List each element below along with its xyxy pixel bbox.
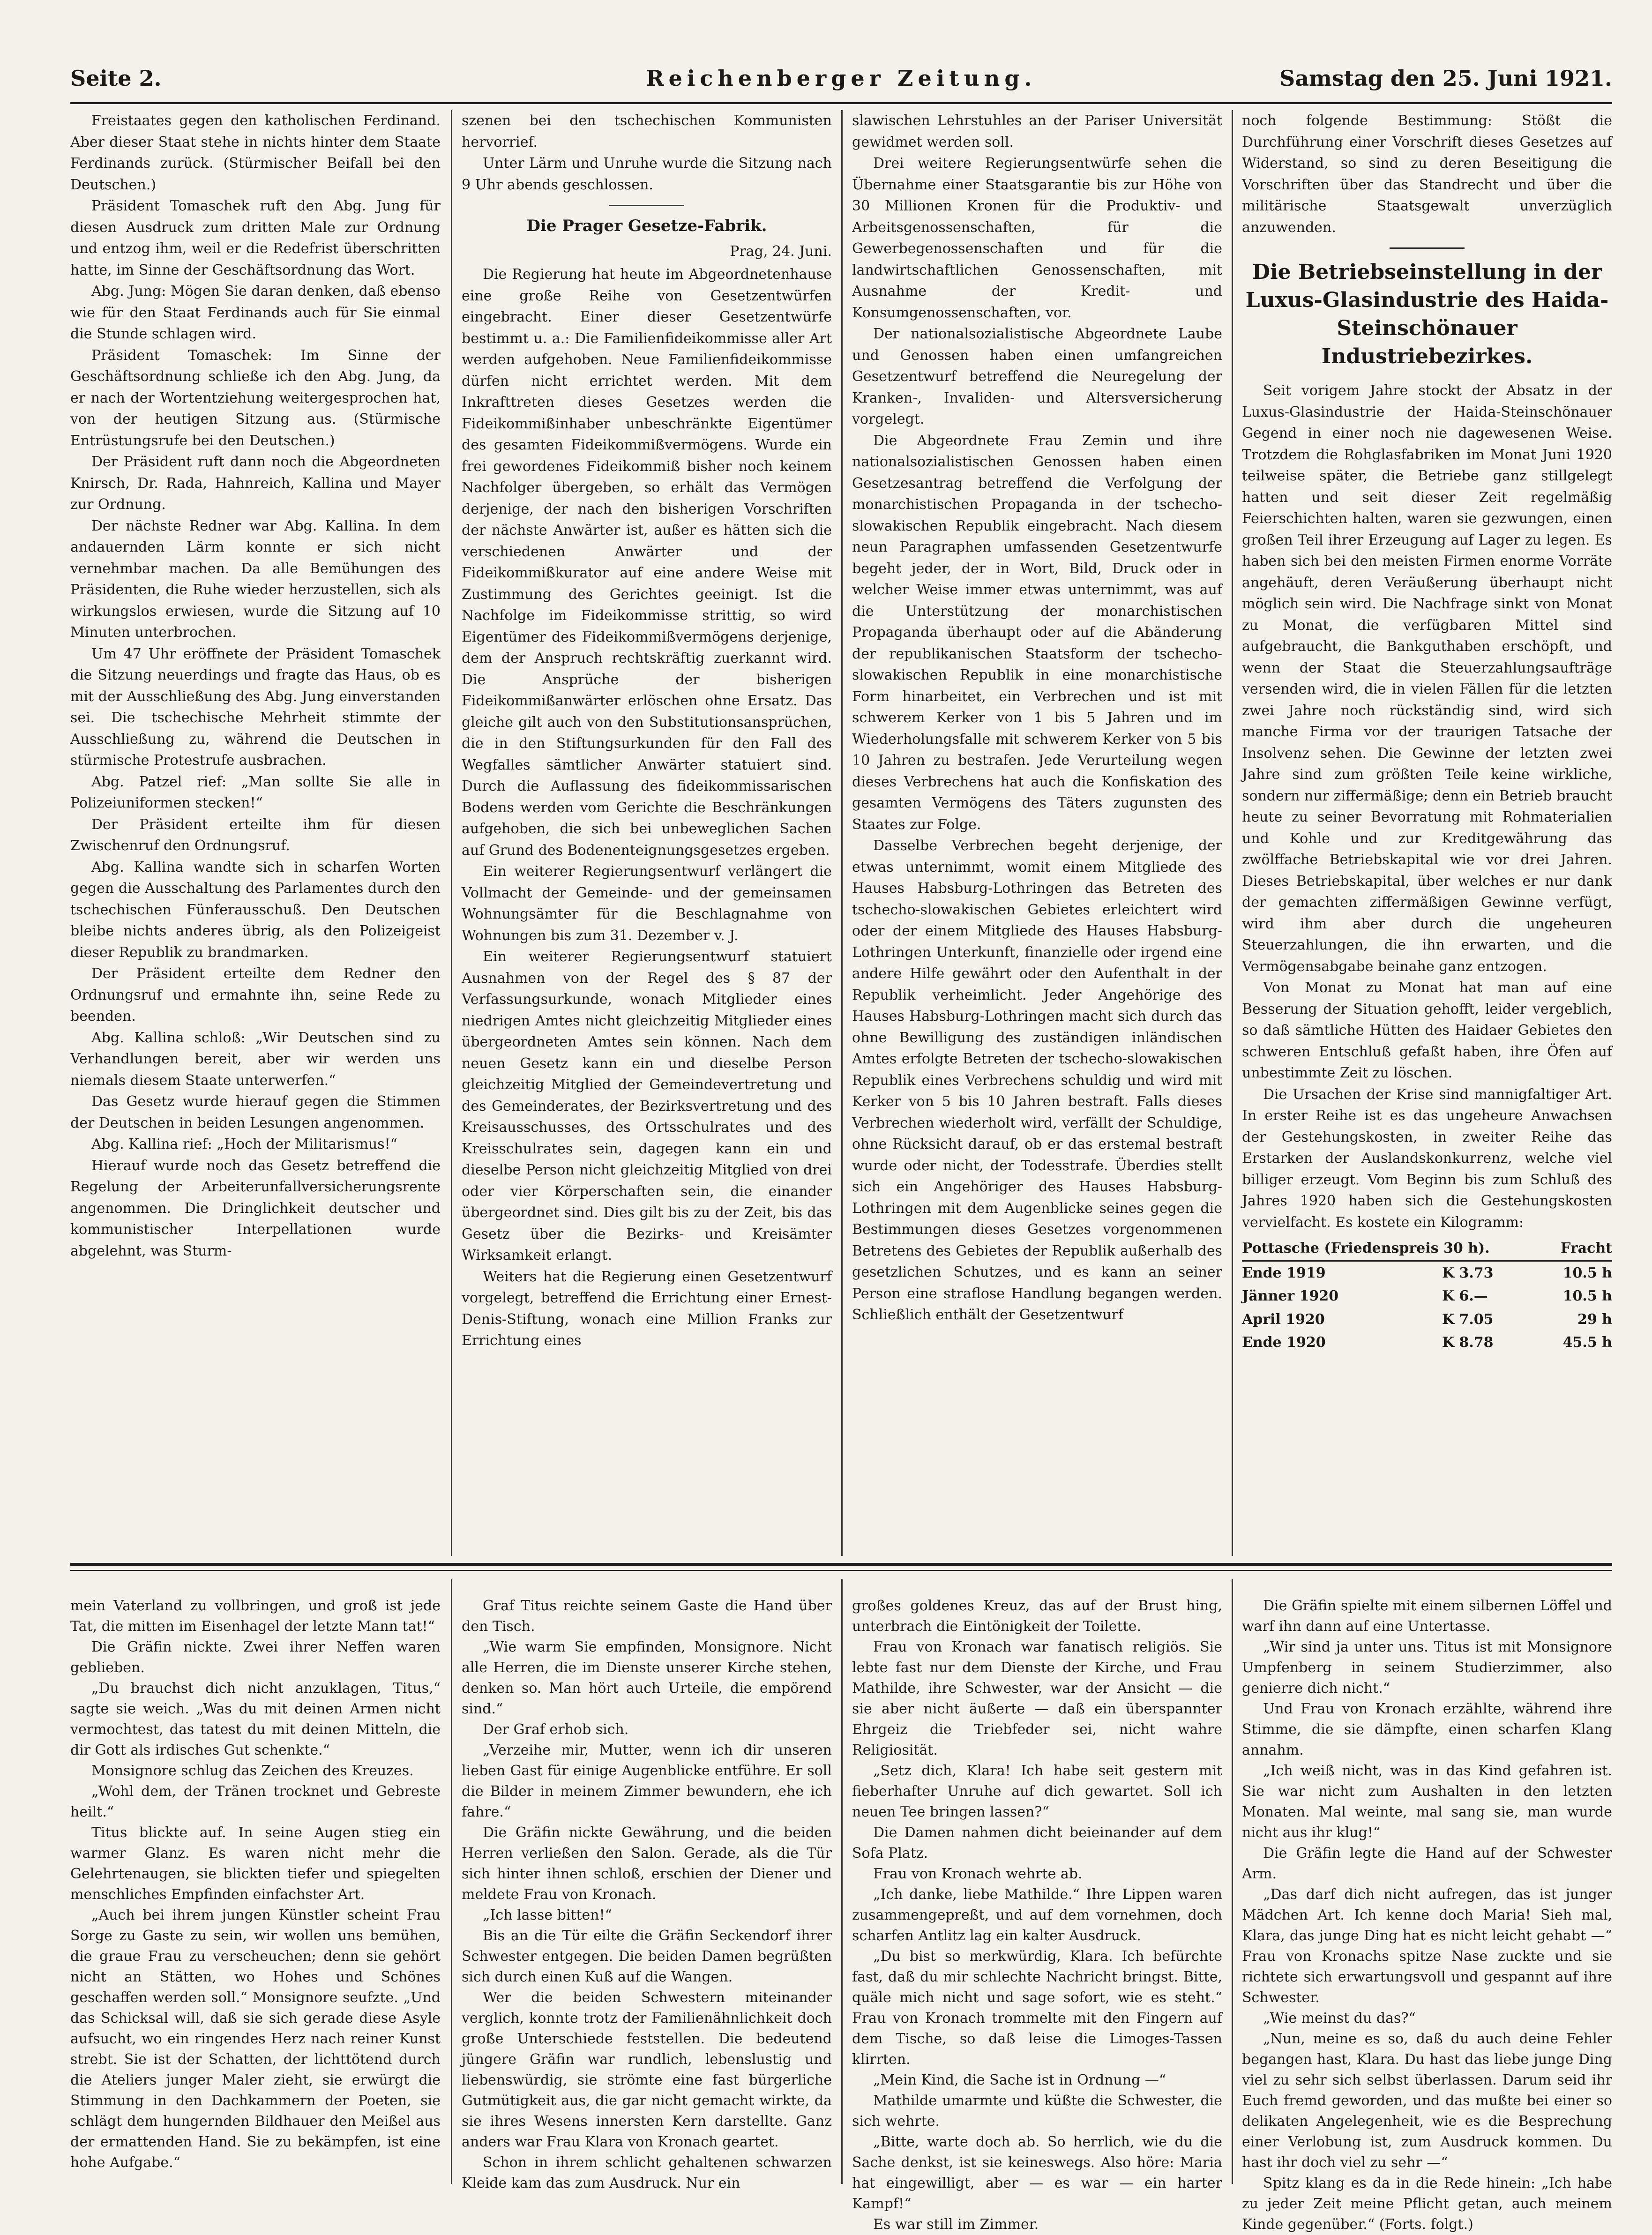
table-cell-fracht: 29 h xyxy=(1577,1311,1612,1328)
paragraph: Die Gräfin legte die Hand auf der Schwester Arm. xyxy=(1242,1845,1612,1882)
paragraph: Spitz klang es da in die Rede hinein: „Ich habe zu jeder Zeit meine Pflicht getan, auch meinem Kinde gegenüber.“ (Forts. folgt.) xyxy=(1242,2175,1612,2233)
column-rule xyxy=(451,1579,452,2184)
paragraph: Titus blickte auf. In seine Augen stieg ein warmer Glanz. Es waren nicht mehr die Gelehrtenaugen, sie blickten tiefer und spiegelten menschliches Empfinden einfachster Art. xyxy=(70,1824,441,1903)
article-heading: Die Prager Gesetze-Fabrik. xyxy=(526,217,767,235)
paragraph: Die Abgeordnete Frau Zemin und ihre nationalsozialistischen Genossen haben einen Gesetzesantrag betreffend die Verfolgung der monarchistischen Propaganda in der tschecho-slowakischen Republik eingebracht. Nach diesem neun Paragraphen umfassenden Gesetzentwurfe begeht jeder, der in Wort, Bild, Druck oder in welcher Weise immer etwas unternimmt, was auf die Unterstützung der monarchistischen Propaganda überhaupt oder auf die Abänderung der republikanischen Staatsform der tschecho-slowakischen Republik in eine monarchistische Form hinarbeitet, ein Verbrechen und ist mit schwerem Kerker von 1 bis 5 Jahren und im Wiederholungsfalle mit schwerem Kerker von 5 bis 10 Jahren zu bestrafen. Jede Verurteilung wegen dieses Verbrechens hat auch die Konfiskation des gesamten Vermögens des Täters zugunsten des Staates zur Folge. xyxy=(852,432,1222,833)
page-label: Seite 2. xyxy=(70,66,162,91)
paragraph: Freistaates gegen den katholischen Ferdinand. Aber dieser Staat stehe in nichts hinter dem Staate Ferdinands zurück. (Stürmischer Beifall bei den Deutschen.) xyxy=(70,112,441,193)
paragraph: Dasselbe Verbrechen begeht derjenige, der etwas unternimmt, womit einem Mitgliede des Hauses Habsburg-Lothringen das Betreten des tschecho-slowakischen Gebietes erleichtert wird oder der einem Mitgliede des Hauses Habsburg-Lothringen Unterkunft, finanzielle oder irgend eine andere Hilfe gewährt oder den Aufenthalt in der Republik verheimlicht. Jeder Angehörige des Hauses Habsburg-Lothringen macht sich durch das ohne Bewilligung des zuständigen inländischen Amtes erfolgte Betreten der tschecho-slowakischen Republik eines Verbrechens schuldig und wird mit Kerker von 5 bis 10 Jahren bestraft. Falls dieses Verbrechen wiederholt wird, verfällt der Schuldige, ohne Rücksicht darauf, ob er das erstemal bestraft wurde oder nicht, der Todesstrafe. Überdies stellt sich ein Angehöriger des Hauses Habsburg-Lothringen mit dem Augenblicke seines gegen die Bestimmungen dieses Gesetzes vorgenommenen Betretens des Gebietes der Republik außerhalb des gesetzlichen Schutzes, und es kann an seiner Person eine straflose Handlung begangen werden. Schließlich enthält der Gesetzentwurf xyxy=(852,837,1222,1323)
masthead: Reichenberger Zeitung. xyxy=(646,66,1037,91)
column-rule xyxy=(451,110,452,1556)
column-rule xyxy=(1232,1579,1233,2184)
serial-column-3 xyxy=(852,1596,1222,2233)
paragraph: Drei weitere Regierungsentwürfe sehen die Übernahme einer Staatsgarantie bis zur Höhe von 30 Millionen Kronen für die Produktiv- und Arbeitsgenossenschaften, für die Gewerbegenossenschaften und für die landwirtschaftlichen Genossenschaften, mit Ausnahme der Kredit- und Konsumgenossenschaften, vor. xyxy=(852,155,1222,321)
header-rule xyxy=(70,102,1612,104)
paragraph: Hierauf wurde noch das Gesetz betreffend die Regelung der Arbeiterunfallversicherungsrente angenommen. Die Dringlichkeit deutscher und kommunistischer Interpellationen wurde abgelehnt, was Sturm- xyxy=(70,1157,441,1259)
paragraph: Die Regierung hat heute im Abgeordnetenhause eine große Reihe von Gesetzentwürfen eingebracht. Einer dieser Gesetzentwürfe bestimmt u. a.: Die Familienfideikommisse aller Art werden aufgehoben. Neue Familienfideikommisse dürfen nicht errichtet werden. Mit dem Inkrafttreten dieses Gesetzes werden die Fideikommißinhaber unbeschränkte Eigentümer des gesamten Fideikommißvermögens. Wurde ein frei gewordenes Fideikommiß bisher noch keinem Nachfolger übergeben, so erhält das Vermögen derjenige, der nach den bisherigen Vorschriften der nächste Anwärter ist, außer es hätten sich die verschiedenen Anwärter und der Fideikommißkurator auf eine andere Weise mit Zustimmung des Gerichtes geeinigt. Ist die Nachfolge im Fideikommisse strittig, so wird Eigentümer des Fideikommißvermögens derjenige, dem der Anspruch rechtskräftig zuerkannt wird. Die Ansprüche der bisherigen Fideikommißanwärter erlöschen ohne Ersatz. Das gleiche gilt auch von den Substitutionsansprüchen, die in den Stiftungsurkunden für den Fall des Wegfalles sämtlicher Anwärter statuiert sind. Durch die Auflassung des fideikommissarischen Bodens werden vom Gerichte die Beschränkungen aufgehoben, die sich bei unbeweglichen Sachen auf Grund des Bodenenteignungsgesetzes ergeben. xyxy=(462,266,832,859)
paragraph: „Du bist so merkwürdig, Klara. Ich befürchte fast, daß du mir schlechte Nachricht bringst. Bitte, quäle mich nicht und sage sofort, wie es steht.“ Frau von Kronach trommelte mit den Fingern auf dem Tische, so daß leise die Limoges-Tassen klirrten. xyxy=(852,1948,1222,2068)
paragraph: Die Gräfin nickte Gewährung, und die beiden Herren verließen den Salon. Gerade, als die Tür sich hinter ihnen schloß, erschien der Diener und meldete Frau von Kronach. xyxy=(462,1824,832,1903)
paragraph: Um 47 Uhr eröffnete der Präsident Tomaschek die Sitzung neuerdings und fragte das Haus, ob es mit der Ausschließung des Abg. Jung einverstanden sei. Die tschechische Mehrheit stimmte der Ausschließung zu, während die Deutschen in stürmische Protestrufe ausbrachen. xyxy=(70,645,441,769)
paragraph: Seit vorigem Jahre stockt der Absatz in der Luxus-Glasindustrie der Haida-Steinschönauer Gegend in einer noch nie dagewesenen Weise. Trotzdem die Rohglasfabriken im Monat Juni 1920 teilweise später, die Betriebe ganz stillgelegt hatten und seit dieser Zeit regelmäßig Feierschichten halten, waren sie gezwungen, einen großen Teil ihrer Erzeugung auf Lager zu legen. Es haben sich bei den meisten Firmen enorme Vorräte angehäuft, deren Veräußerung überhaupt nicht möglich sein wird. Die Nachfrage sinkt von Monat zu Monat, die verfügbaren Mittel sind aufgebraucht, die Bankguthaben erschöpft, und wenn der Staat die Steuerzahlungsaufträge versenden wird, die in vielen Fällen für die letzten zwei Jahre noch rückständig sind, wird sich manche Firma vor der traurigen Tatsache der Insolvenz sehen. Die Gewinne der letzten zwei Jahre sind zum größten Teile keine wirkliche, sondern nur ziffermäßige; denn ein Betrieb braucht heute zu seiner Bevorratung mit Rohmaterialien und Kohle und zur Kreditgewährung das zwölffache Betriebskapital wie vor drei Jahren. Dieses Betriebskapital, über welches er nur dank der gemachten ziffermäßigen Gewinne verfügt, wird ihm aber durch die ungeheuren Steuerzahlungen, die ihn erwarten, und die Vermögensabgabe beinahe ganz entzogen. xyxy=(1242,382,1612,975)
paragraph: Die Gräfin nickte. Zwei ihrer Neffen waren geblieben. xyxy=(70,1639,441,1676)
page-header xyxy=(70,52,1612,98)
feuilleton-rule xyxy=(70,1570,1612,1571)
paragraph: Weiters hat die Regierung einen Gesetzentwurf vorgelegt, betreffend die Errichtung einer Ernest-Denis-Stiftung, wonach eine Million Franks zur Errichtung eines xyxy=(462,1268,832,1349)
serial-column-1 xyxy=(70,1596,441,2177)
paragraph: Der Graf erhob sich. xyxy=(483,1721,629,1738)
table-cell-fracht: 10.5 h xyxy=(1562,1264,1612,1281)
paragraph: Frau von Kronach wehrte ab. xyxy=(873,1866,1083,1882)
paragraph: „Ich danke, liebe Mathilde.“ Ihre Lippen waren zusammengepreßt, und auf dem vornehmen, doch scharfen Antlitz lag ein kalter Ausdruck. xyxy=(852,1886,1222,1944)
newspaper-page xyxy=(70,52,1612,2233)
serial-column-2 xyxy=(462,1596,832,2191)
table-cell-fracht: 45.5 h xyxy=(1562,1334,1612,1351)
article-column-4 xyxy=(1242,110,1612,1549)
paragraph: Präsident Tomaschek: Im Sinne der Geschäftsordnung schließe ich den Abg. Jung, da er nach der Wortentziehung weitergesprochen hat, von der heutigen Sitzung aus. (Stürmische Entrüstungsrufe bei den Deutschen.) xyxy=(70,347,441,449)
paragraph: Das Gesetz wurde hierauf gegen die Stimmen der Deutschen in beiden Lesungen angenommen. xyxy=(70,1093,441,1131)
paragraph: Der Präsident erteilte dem Redner den Ordnungsruf und ermahnte ihn, seine Rede zu beenden. xyxy=(70,965,441,1024)
paragraph: Bis an die Tür eilte die Gräfin Seckendorf ihrer Schwester entgegen. Die beiden Damen begrüßten sich durch einen Kuß auf die Wangen. xyxy=(462,1928,832,1985)
paragraph: Abg. Kallina wandte sich in scharfen Worten gegen die Ausschaltung des Parlamentes durch den tschechischen Fünferausschuß. Den Deutschen bleibe nichts anderes übrig, als den Polizeigeist dieser Republik zu brandmarken. xyxy=(70,859,441,961)
table-cell-price: K 7.05 xyxy=(1442,1311,1494,1328)
column-rule xyxy=(1232,110,1233,1556)
table-cell-price: K 3.73 xyxy=(1442,1264,1494,1281)
paragraph: „Nun, meine es so, daß du auch deine Fehler begangen hast, Klara. Du hast das liebe junge Ding viel zu sehr sich selbst überlassen. Darum seid ihr Euch fremd geworden, und das mußte bei einer so delikaten Angelegenheit, wie es die Besprechung einer Verlobung ist, zum Ausdruck kommen. Du hast ihr doch viel zu sehr —“ xyxy=(1242,2031,1612,2171)
paragraph: „Mein Kind, die Sache ist in Ordnung —“ xyxy=(873,2072,1166,2088)
price-table xyxy=(1242,1237,1612,1354)
paragraph: „Ich lasse bitten!“ xyxy=(483,1907,612,1923)
table-cell-price: K 6.— xyxy=(1442,1288,1488,1304)
table-cell-date: Ende 1920 xyxy=(1242,1334,1326,1351)
paragraph: Der Präsident ruft dann noch die Abgeordneten Knirsch, Dr. Rada, Hahnreich, Kallina und Mayer zur Ordnung. xyxy=(70,454,441,513)
paragraph: Präsident Tomaschek ruft den Abg. Jung für diesen Ausdruck zum dritten Male zur Ordnung und entzog ihm, weil er die Redefrist überschritten hatte, im Sinne der Geschäftsordnung das Wort. xyxy=(70,198,441,278)
paragraph: „Ich weiß nicht, was in das Kind gefahren ist. Sie war nicht zum Aushalten in den letzten Monaten. Mal weinte, mal sang sie, man wurde nicht aus ihr klug!“ xyxy=(1242,1763,1612,1841)
paragraph: slawischen Lehrstuhles an der Pariser Universität gewidmet werden soll. xyxy=(852,112,1222,150)
paragraph: noch folgende Bestimmung: Stößt die Durchführung einer Vorschrift dieses Gesetzes auf Widerstand, so sind zu deren Beseitigung die Vorschriften über das Standrecht und über die militärische Staatsgewalt unverzüglich anzuwenden. xyxy=(1242,112,1612,236)
paragraph: „Wie warm Sie empfinden, Monsignore. Nicht alle Herren, die im Dienste unserer Kirche stehen, denken so. Man hört auch Urteile, die empörend sind.“ xyxy=(462,1639,832,1717)
article-column-1 xyxy=(70,110,441,1549)
paragraph: Von Monat zu Monat hat man auf eine Besserung der Situation gehofft, leider vergeblich, so daß sämtliche Hütten des Haidaer Gebietes den schweren Entschluß gefaßt haben, ihre Öfen auf unbestimmte Zeit zu löschen. xyxy=(1242,979,1612,1081)
paragraph: Wer die beiden Schwestern miteinander verglich, konnte trotz der Familienähnlichkeit doch große Unterschiede feststellen. Die bedeutend jüngere Gräfin war rundlich, lebenslustig und liebenswürdig, sie strömte eine fast bürgerliche Gutmütigkeit aus, die gar nicht gemacht wirkte, da sie ihres Wesens innersten Kern darstellte. Ganz anders war Frau Klara von Kronach geartet. xyxy=(462,1989,832,2150)
paragraph: Der nationalsozialistische Abgeordnete Laube und Genossen haben einen umfangreichen Gesetzentwurf betreffend die Neuregelung der Kranken-, Invaliden- und Altersversicherung vorgelegt. xyxy=(852,326,1222,427)
paragraph: „Das darf dich nicht aufregen, das ist junger Mädchen Art. Ich kenne doch Maria! Sieh mal, Klara, das junge Ding hat es nicht leicht gehabt —“ Frau von Kronachs spitze Nase zuckte und sie richtete sich erwartungsvoll und gespannt auf ihre Schwester. xyxy=(1242,1886,1612,2006)
paragraph: Der nächste Redner war Abg. Kallina. In dem andauernden Lärm konnte er sich nicht vernehmbar machen. Da alle Bemühungen des Präsidenten, die Ruhe wieder herzustellen, sich als wirkungslos erwiesen, wurde die Sitzung auf 10 Minuten unterbrochen. xyxy=(70,517,441,641)
paragraph: Die Gräfin spielte mit einem silbernen Löffel und warf ihn dann auf eine Untertasse. xyxy=(1242,1598,1612,1635)
paragraph: Ein weiterer Regierungsentwurf verlängert die Vollmacht der Gemeinde- und der gemeinsamen Wohnungsämter für die Beschlagnahme von Wohnungen bis zum 31. Dezember v. J. xyxy=(462,863,832,944)
paragraph: „Auch bei ihrem jungen Künstler scheint Frau Sorge zu Gaste zu sein, wir wollen uns bemühen, die graue Frau zu verscheuchen; denn sie gehört nicht an Stätten, wo Hohes und Schönes geschaffen werden soll.“ Monsignore seufzte. „Und das Schicksal will, daß sie sich gerade diese Asyle aufsucht, wo ein ringendes Herz nach reiner Kunst strebt. Sie ist der Schatten, der lichttötend durch die Ateliers junger Maler zieht, sie erwürgt die Stimmung in den Dachkammern der Poeten, sie schlägt dem hungernden Bildhauer den Meißel aus der ermattenden Hand. Sie zu bekämpfen, ist eine hohe Aufgabe.“ xyxy=(70,1907,441,2171)
table-header-item: Pottasche (Friedenspreis 30 h). xyxy=(1242,1237,1548,1261)
table-cell-date: Jänner 1920 xyxy=(1242,1288,1339,1304)
paragraph: Abg. Kallina rief: „Hoch der Militarismus!“ xyxy=(91,1136,397,1152)
paragraph: Es war still im Zimmer. xyxy=(873,2216,1039,2233)
paragraph: Graf Titus reichte seinem Gaste die Hand über den Tisch. xyxy=(462,1598,832,1635)
paragraph: Frau von Kronach war fanatisch religiös. Sie lebte fast nur dem Dienste der Kirche, und Frau Mathilde, ihre Schwester, war der Ansicht — die sie aber nicht äußerte — daß ein überspannter Ehrgeiz die Triebfeder sei, nicht wahre Religiosität. xyxy=(852,1639,1222,1758)
paragraph: Die Damen nahmen dicht beieinander auf dem Sofa Platz. xyxy=(852,1824,1222,1861)
paragraph: Ein weiterer Regierungsentwurf statuiert Ausnahmen von der Regel des § 87 der Verfassungsurkunde, wonach Mitglieder eines niedrigen Amtes nicht gleichzeitig Mitglieder eines übergeordneten Amtes sein können. Nach dem neuen Gesetz kann ein und dieselbe Person gleichzeitig Mitglied der Gemeindevertretung und des Gemeinderates, der Bezirksvertretung und des Kreisausschusses, des Ortsschulrates und des Kreisschulrates sein, dagegen kann ein und dieselbe Person nicht gleichzeitig Mitglied von drei oder vier Körperschaften sein, die einander übergeordnet sind. Dies gilt bis zu der Zeit, bis das Gesetz über die Bezirks- und Kreisämter Wirksamkeit erlangt. xyxy=(462,949,832,1263)
paragraph: „Verzeihe mir, Mutter, wenn ich dir unseren lieben Gast für einige Augenblicke entführe. Er soll die Bilder in meinem Zimmer bewundern, ehe ich fahre.“ xyxy=(462,1742,832,1820)
paragraph: Abg. Patzel rief: „Man sollte Sie alle in Polizeiuniformen stecken!“ xyxy=(70,773,441,811)
article-column-3 xyxy=(852,110,1222,1549)
dateline: Prag, 24. Juni. xyxy=(730,243,832,260)
section-divider xyxy=(609,205,684,206)
paragraph: Unter Lärm und Unruhe wurde die Sitzung nach 9 Uhr abends geschlossen. xyxy=(462,155,832,193)
table-header-row xyxy=(1242,1237,1612,1261)
paragraph: Abg. Kallina schloß: „Wir Deutschen sind zu Verhandlungen bereit, aber wir werden uns niemals diesem Staate unterwerfen.“ xyxy=(70,1029,441,1089)
table-row xyxy=(1242,1308,1612,1331)
paragraph: Der Präsident erteilte ihm für diesen Zwischenruf den Ordnungsruf. xyxy=(70,816,441,854)
section-divider xyxy=(1390,247,1465,249)
feuilleton-rule xyxy=(70,1563,1612,1566)
table-cell-date: Ende 1919 xyxy=(1242,1264,1326,1281)
table-cell-price: K 8.78 xyxy=(1442,1334,1494,1351)
table-row xyxy=(1242,1261,1612,1285)
paragraph: Schon in ihrem schlicht gehaltenen schwarzen Kleide kam das zum Ausdruck. Nur ein xyxy=(462,2154,832,2191)
paragraph: „Bitte, warte doch ab. So herrlich, wie du die Sache denkst, ist sie keineswegs. Also höre: Maria hat eingewilligt, aber — es war — ein harter Kampf!“ xyxy=(852,2134,1222,2212)
column-rule xyxy=(841,110,843,1556)
issue-date: Samstag den 25. Juni 1921. xyxy=(1279,66,1612,91)
paragraph: großes goldenes Kreuz, das auf der Brust hing, unterbrach die Eintönigkeit der Toilette. xyxy=(852,1598,1222,1635)
paragraph: Abg. Jung: Mögen Sie daran denken, daß ebenso wie für den Staat Ferdinands auch für Sie einmal die Stunde schlagen wird. xyxy=(70,283,441,342)
paragraph: Monsignore schlug das Zeichen des Kreuzes. xyxy=(91,1763,414,1779)
paragraph: Mathilde umarmte und küßte die Schwester, die sich wehrte. xyxy=(852,2093,1222,2130)
paragraph: mein Vaterland zu vollbringen, und groß ist jede Tat, die mitten im Eisenhagel der letzte Mann tat!“ xyxy=(70,1598,441,1635)
article-heading: Die Betriebseinstellung in der Luxus-Glasindustrie des Haida-Steinschönauer Industriebezirkes. xyxy=(1245,260,1609,368)
paragraph: Und Frau von Kronach erzählte, während ihre Stimme, die sie dämpfte, einen scharfen Klang annahm. xyxy=(1242,1701,1612,1758)
table-header-fracht: Fracht xyxy=(1548,1237,1612,1261)
paragraph: „Du brauchst dich nicht anzuklagen, Titus,“ sagte sie weich. „Was du mit deinen Armen nicht vermochtest, das tatest du mit deinen Mitteln, die dir Gott als irdisches Gut schenkte.“ xyxy=(70,1680,441,1758)
paragraph: Die Ursachen der Krise sind mannigfaltiger Art. In erster Reihe ist es das ungeheure Anwachsen der Gestehungskosten, in zweiter Reihe das Erstarken der Auslandskonkurrenz, welche viel billiger erzeugt. Vom Beginn bis zum Schluß des Jahres 1920 haben sich die Gestehungskosten vervielfacht. Es kostete ein Kilogramm: xyxy=(1242,1086,1612,1231)
paragraph: „Wie meinst du das?“ xyxy=(1263,2010,1416,2026)
article-column-2 xyxy=(462,110,832,1549)
paragraph: „Setz dich, Klara! Ich habe seit gestern mit fieberhafter Unruhe auf dich gewartet. Soll ich neuen Tee bringen lassen?“ xyxy=(852,1763,1222,1820)
serial-column-4 xyxy=(1242,1596,1612,2233)
paragraph: „Wohl dem, der Tränen trocknet und Gebreste heilt.“ xyxy=(70,1783,441,1820)
table-cell-date: April 1920 xyxy=(1242,1311,1325,1328)
table-cell-fracht: 10.5 h xyxy=(1562,1288,1612,1304)
table-row xyxy=(1242,1331,1612,1354)
column-rule xyxy=(841,1579,843,2184)
paragraph: „Wir sind ja unter uns. Titus ist mit Monsignore Umpfenberg in seinem Studierzimmer, also genierre dich nicht.“ xyxy=(1242,1639,1612,1697)
table-row xyxy=(1242,1285,1612,1308)
paragraph: szenen bei den tschechischen Kommunisten hervorrief. xyxy=(462,112,832,150)
